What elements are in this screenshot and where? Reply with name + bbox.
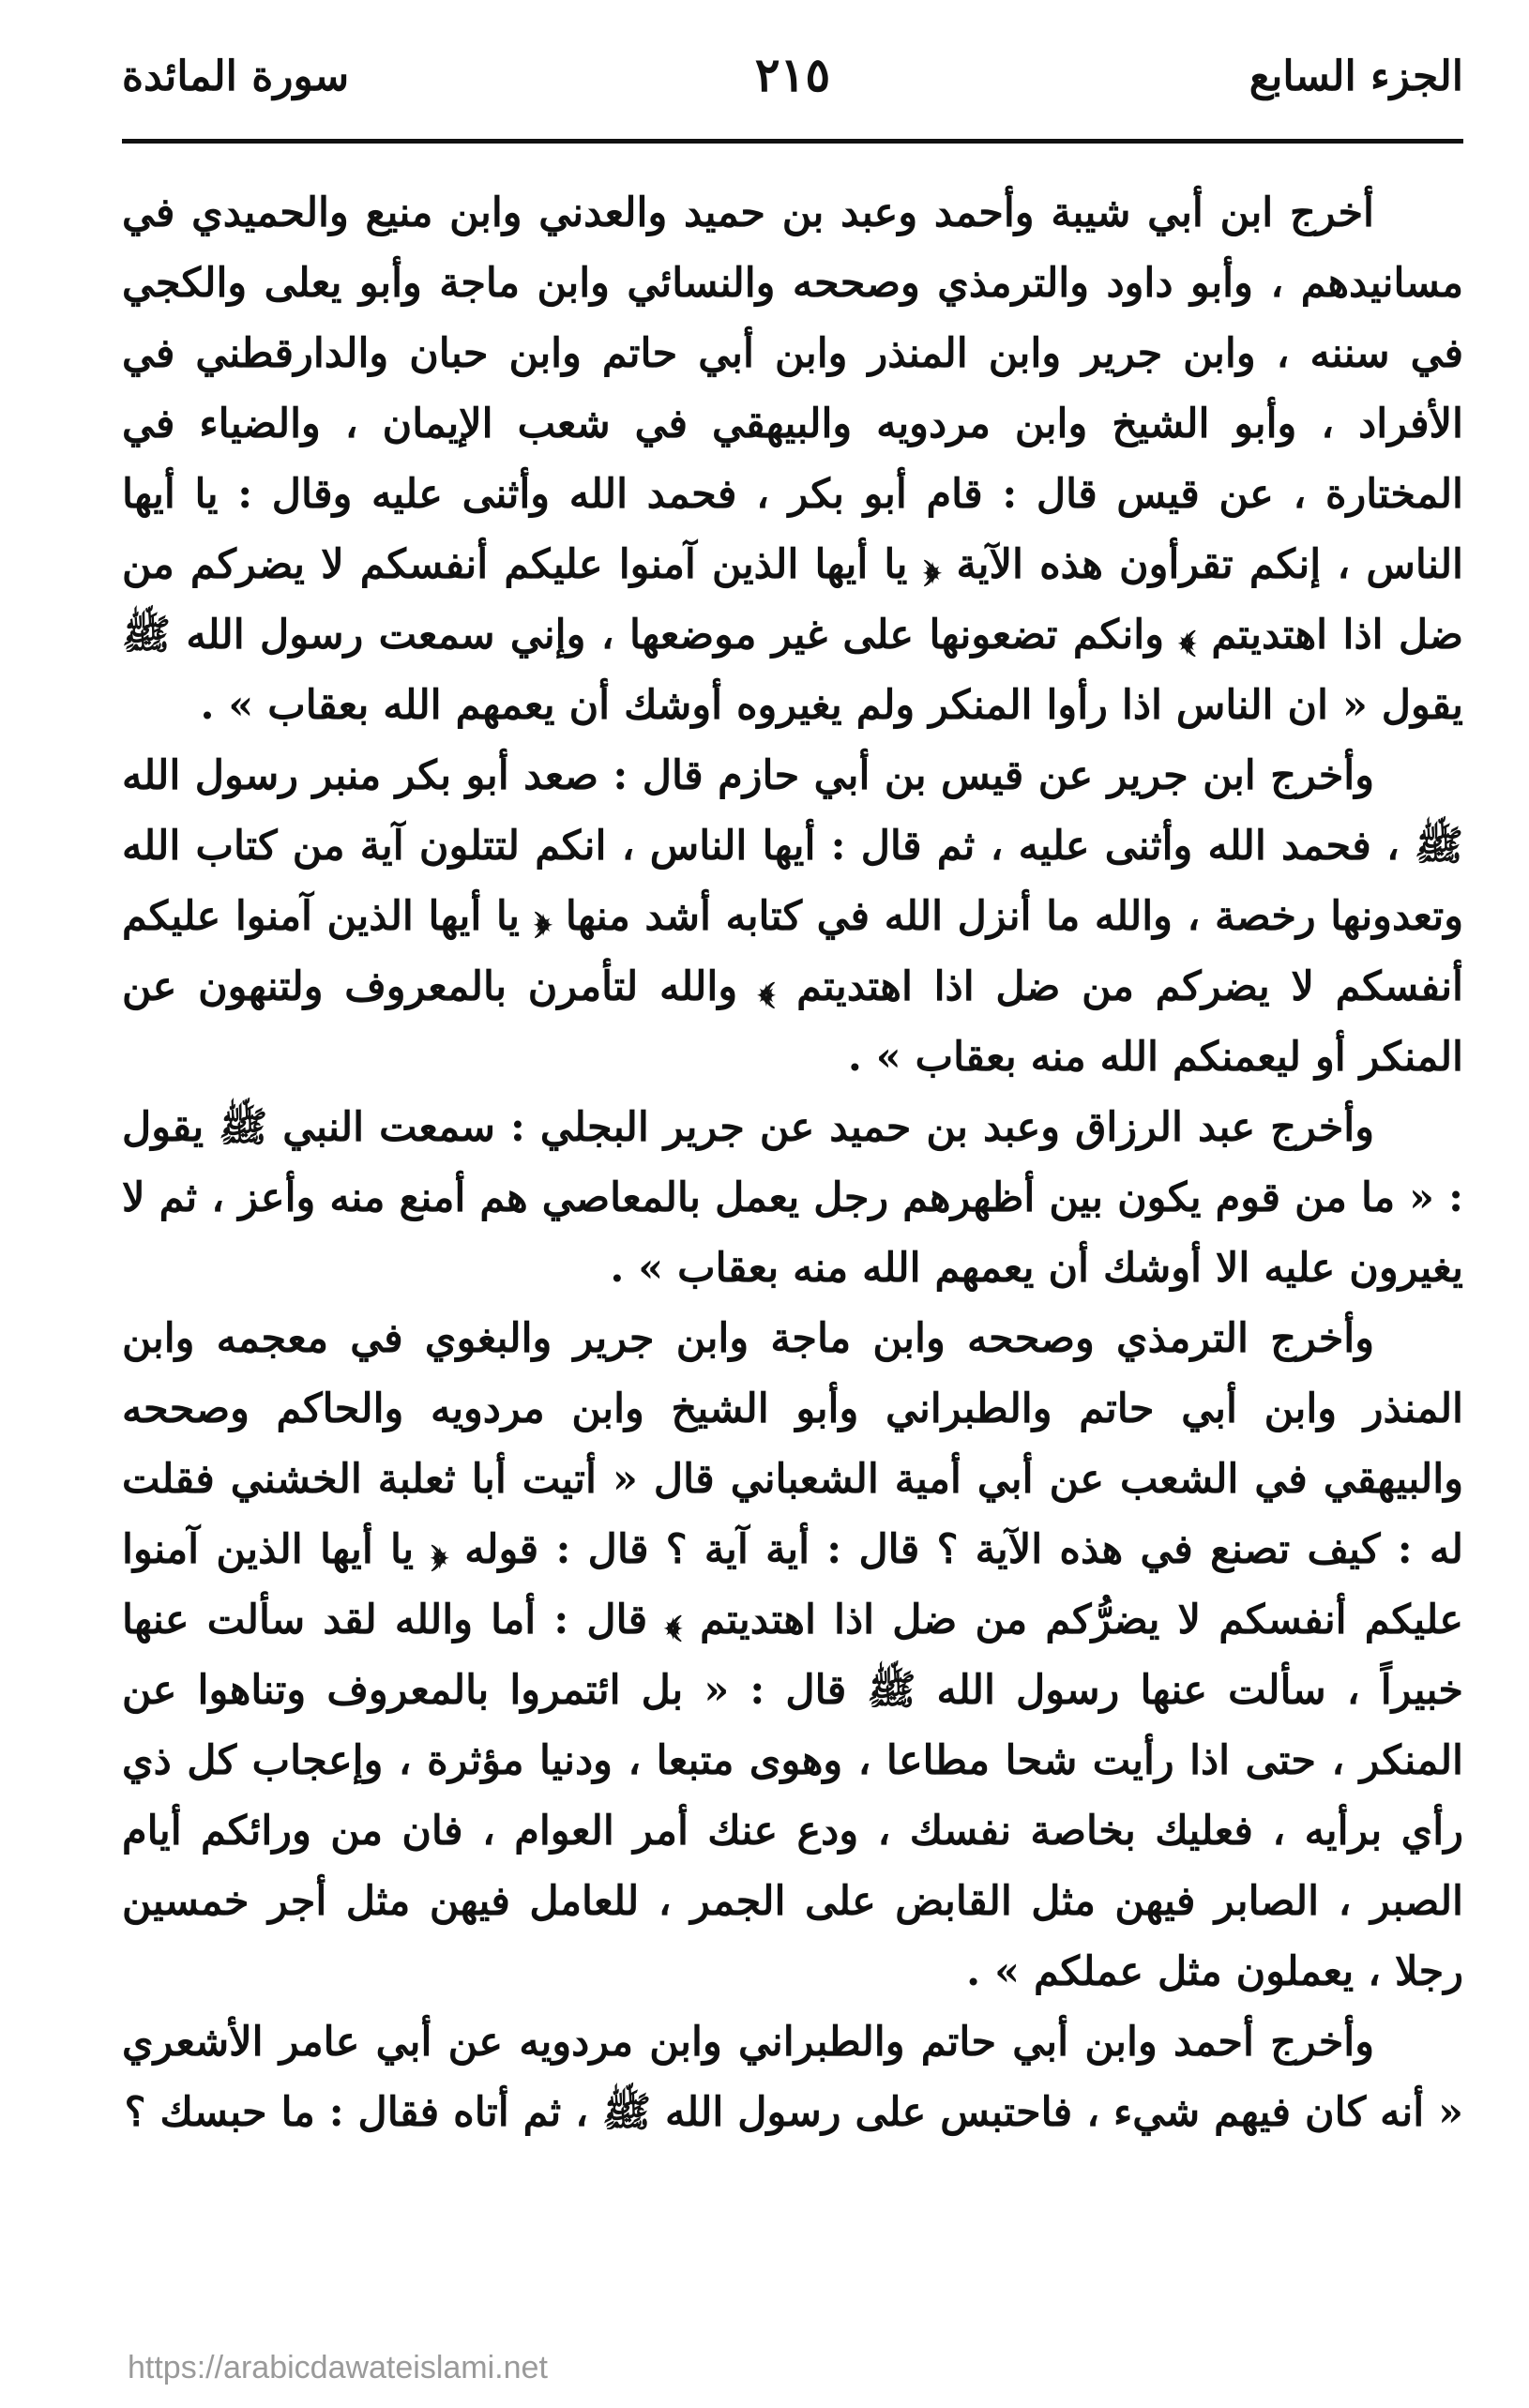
paragraph: وأخرج أحمد وابن أبي حاتم والطبراني وابن مردويه عن أبي عامر الأشعري « أنه كان فيهم شيء ، فاحتبس على رسول الله ﷺ ، ثم أتاه فقال : ما حبسك ؟ [122,2019,1463,2136]
paragraph: وأخرج عبد الرزاق وعبد بن حميد عن جرير البجلي : سمعت النبي ﷺ يقول : « ما من قوم يكون بين أظهرهم رجل يعمل بالمعاصي هم أمنع منه وأعز ، ثم لا يغيرون عليه الا أوشك أن يعمهم الله منه بعقاب » . [122,1104,1463,1292]
part-label: الجزء السابع [1249,53,1463,100]
watermark-url: https://arabicdawateislami.net [128,2350,548,2385]
page-body [122,178,1463,2148]
paragraph: وأخرج ابن جرير عن قيس بن أبي حازم قال : صعد أبو بكر منبر رسول الله ﷺ ، فحمد الله وأثنى عليه ، ثم قال : أيها الناس ، انكم لتتلون آية من كتاب الله وتعدونها رخصة ، والله ما أنزل الله في كتابه أشد منها ﴿ يا أيها الذين آمنوا عليكم أنفسكم لا يضركم من ضل اذا اهتديتم ﴾ والله لتأمرن بالمعروف ولتنهون عن المنكر أو ليعمنكم الله منه بعقاب » . [122,752,1463,1081]
surah-label: سورة المائدة [122,53,350,100]
page-number: ٢١٥ [754,47,831,102]
paragraph: وأخرج الترمذي وصححه وابن ماجة وابن جرير والبغوي في معجمه وابن المنذر وابن أبي حاتم والطبراني وأبو الشيخ وابن مردويه والحاكم وصححه والبيهقي في الشعب عن أبي أمية الشعباني قال « أتيت أبا ثعلبة الخشني فقلت له : كيف تصنع في هذه الآية ؟ قال : أية آية ؟ قال : قوله ﴿ يا أيها الذين آمنوا عليكم أنفسكم لا يضرُّكم من ضل اذا اهتديتم ﴾ قال : أما والله لقد سألت عنها خبيراً ، سألت عنها رسول الله ﷺ قال : « بل ائتمروا بالمعروف وتناهوا عن المنكر ، حتى اذا رأيت شحا مطاعا ، وهوى متبعا ، ودنيا مؤثرة ، وإعجاب كل ذي رأي برأيه ، فعليك بخاصة نفسك ، ودع عنك أمر العوام ، فان من ورائكم أيام الصبر ، الصابر فيهن مثل القابض على الجمر ، للعامل فيهن مثل أجر خمسين رجلا ، يعملون مثل عملكم » . [122,1315,1463,1995]
header-rule [122,139,1463,144]
page-header [122,36,1463,129]
paragraph: أخرج ابن أبي شيبة وأحمد وعبد بن حميد والعدني وابن منيع والحميدي في مسانيدهم ، وأبو داود والترمذي وصححه والنسائي وابن ماجة وأبو يعلى والكجي في سننه ، وابن جرير وابن المنذر وابن أبي حاتم وابن حبان والدارقطني في الأفراد ، وأبو الشيخ وابن مردويه والبيهقي في شعب الإيمان ، والضياء في المختارة ، عن قيس قال : قام أبو بكر ، فحمد الله وأثنى عليه وقال : يا أيها الناس ، إنكم تقرأون هذه الآية ﴿ يا أيها الذين آمنوا عليكم أنفسكم لا يضركم من ضل اذا اهتديتم ﴾ وانكم تضعونها على غير موضعها ، وإني سمعت رسول الله ﷺ يقول « ان الناس اذا رأوا المنكر ولم يغيروه أوشك أن يعمهم الله بعقاب » . [122,189,1463,729]
